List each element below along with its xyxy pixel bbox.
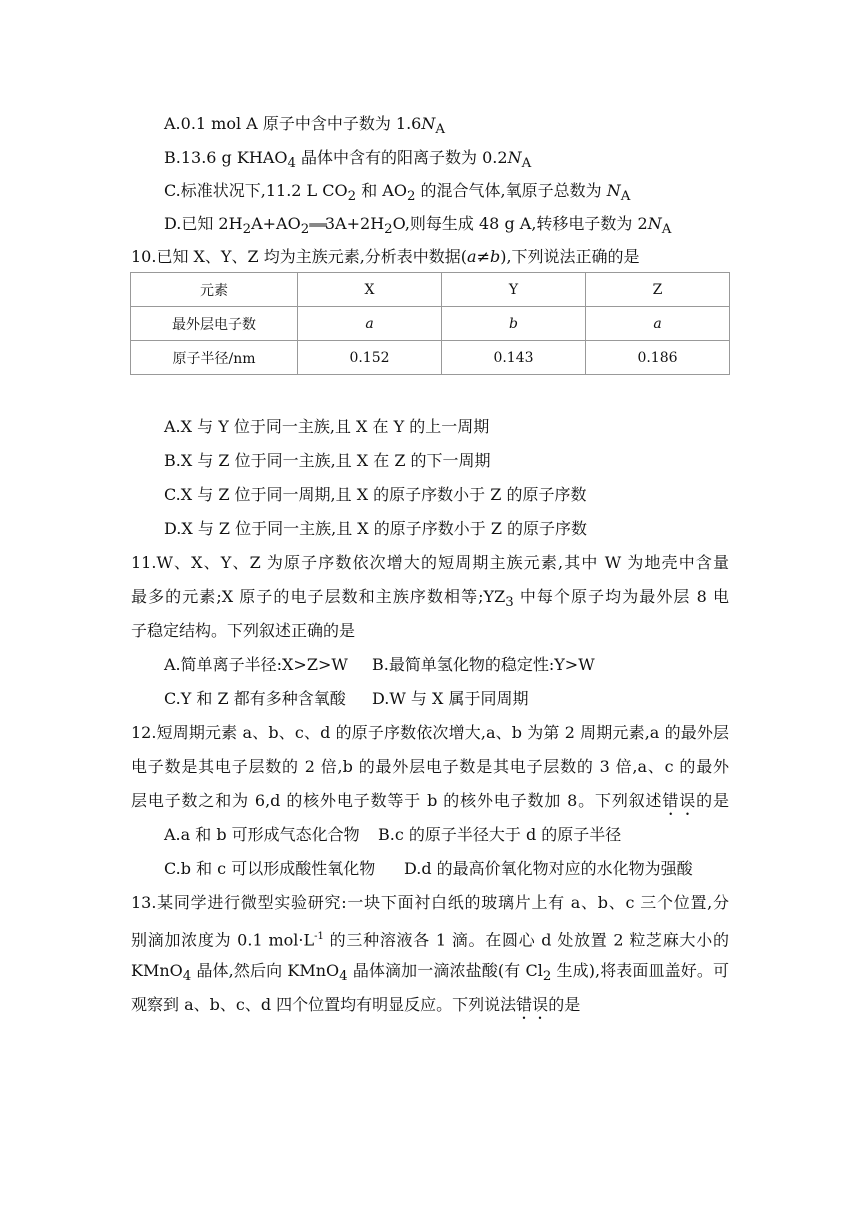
q10-option-c: C.X 与 Z 位于同一周期,且 X 的原子序数小于 Z 的原子序数 xyxy=(164,485,587,504)
q10-stem: 10.已知 X、Y、Z 均为主族元素,分析表中数据(a≠b),下列说法正确的是 xyxy=(131,247,640,266)
q11-stem-line-2: 最多的元素;X 原子的电子层数和主族序数相等$;YZ_3$ 中每个原子均为最外层 8 电 xyxy=(131,587,729,611)
table-cell: 原子半径/nm xyxy=(131,341,298,375)
table-header-cell: Y xyxy=(442,273,586,307)
q9-option-b: B.13.6 g $KHAO_4$ 晶体中含有的阳离子数为 $0.2N_A$ xyxy=(164,148,532,172)
q11-stem-line-3: 子稳定结构。下列叙述正确的是 xyxy=(131,621,356,640)
table-header-row xyxy=(131,273,730,307)
table-header-cell: 元素 xyxy=(131,273,298,307)
table-row xyxy=(131,307,730,341)
emphasized-word: 错误 xyxy=(662,791,697,810)
table-cell: a xyxy=(298,307,442,341)
q11-option-c: C.Y 和 Z 都有多种含氧酸 xyxy=(164,689,346,708)
q11-option-b: B.最简单氢化物的稳定性:Y>W xyxy=(372,655,595,674)
q13-stem-line-1: 13.某同学进行微型实验研究:一块下面衬白纸的玻璃片上有 a、b、c 三个位置,分 xyxy=(131,893,729,912)
q11-option-a: A.简单离子半径:X>Z>W xyxy=(164,655,348,674)
q9-option-c: C.标准状况下,11.2 L $CO_2$ 和 $AO_2$ 的混合气体,氧原子总数为 $N_A$ xyxy=(164,181,631,205)
q10-option-b: B.X 与 Z 位于同一主族,且 X 在 Z 的下一周期 xyxy=(164,451,491,470)
emphasized-word: 错误 xyxy=(516,995,549,1014)
table-cell: 0.152 xyxy=(298,341,442,375)
q12-option-d: D.d 的最高价氧化物对应的水化物为强酸 xyxy=(404,859,693,878)
q13-stem-line-2: 别滴加浓度为 0.1 $mol\cdot L^{-1}$ 的三种溶液各 1 滴。在圆心 d 处放置 2 粒芝麻大小的 xyxy=(131,930,729,950)
q11-stem-line-1: 11.W、X、Y、Z 为原子序数依次增大的短周期主族元素,其中 W 为地壳中含量 xyxy=(131,553,729,572)
table-cell: b xyxy=(442,307,586,341)
reaction-arrow: ═══ xyxy=(309,218,325,232)
q12-option-b: B.c 的原子半径大于 d 的原子半径 xyxy=(378,825,622,844)
q11-option-d: D.W 与 X 属于同周期 xyxy=(372,689,529,708)
table-cell: 0.143 xyxy=(442,341,586,375)
q12-stem-line-2: 电子数是其电子层数的 2 倍,b 的最外层电子数是其电子层数的 3 倍,a、c 的最外 xyxy=(131,757,729,776)
table-header-cell: X xyxy=(298,273,442,307)
q13-stem-line-4: 观察到 a、b、c、d 四个位置均有明显反应。下列说法错误的是 xyxy=(131,995,581,1014)
table-header-cell: Z xyxy=(586,273,730,307)
q9-option-a: A.0.1 mol A 原子中含中子数为 $1.6N_A$ xyxy=(164,114,445,138)
q10-option-d: D.X 与 Z 位于同一主族,且 X 的原子序数小于 Z 的原子序数 xyxy=(164,519,588,538)
table-cell: a xyxy=(586,307,730,341)
q12-option-c: C.b 和 c 可以形成酸性氧化物 xyxy=(164,859,376,878)
q12-stem-line-1: 12.短周期元素 a、b、c、d 的原子序数依次增大,a、b 为第 2 周期元素,a 的最外层 xyxy=(131,723,729,742)
table-cell: 0.186 xyxy=(586,341,730,375)
q10-option-a: A.X 与 Y 位于同一主族,且 X 在 Y 的上一周期 xyxy=(164,417,490,436)
q12-option-a: A.a 和 b 可形成气态化合物 xyxy=(164,825,360,844)
q10-data-table xyxy=(130,272,730,375)
table-row xyxy=(131,341,730,375)
table-cell: 最外层电子数 xyxy=(131,307,298,341)
q12-stem-line-3: 层电子数之和为 6,d 的核外电子数等于 b 的核外电子数加 8。下列叙述错误的是 xyxy=(131,791,729,810)
q13-stem-line-3: KMnO$_4$ 晶体,然后向 KMnO$_4$ 晶体滴加一滴浓盐酸(有 $Cl_2$ 生成),将表面皿盖好。可 xyxy=(131,961,729,985)
q9-option-d: D.已知 $2H_2A+AO_2═══3A+2H_2O$,则每生成 48 g A,转移电子数为 $2N_A$ xyxy=(164,214,672,238)
